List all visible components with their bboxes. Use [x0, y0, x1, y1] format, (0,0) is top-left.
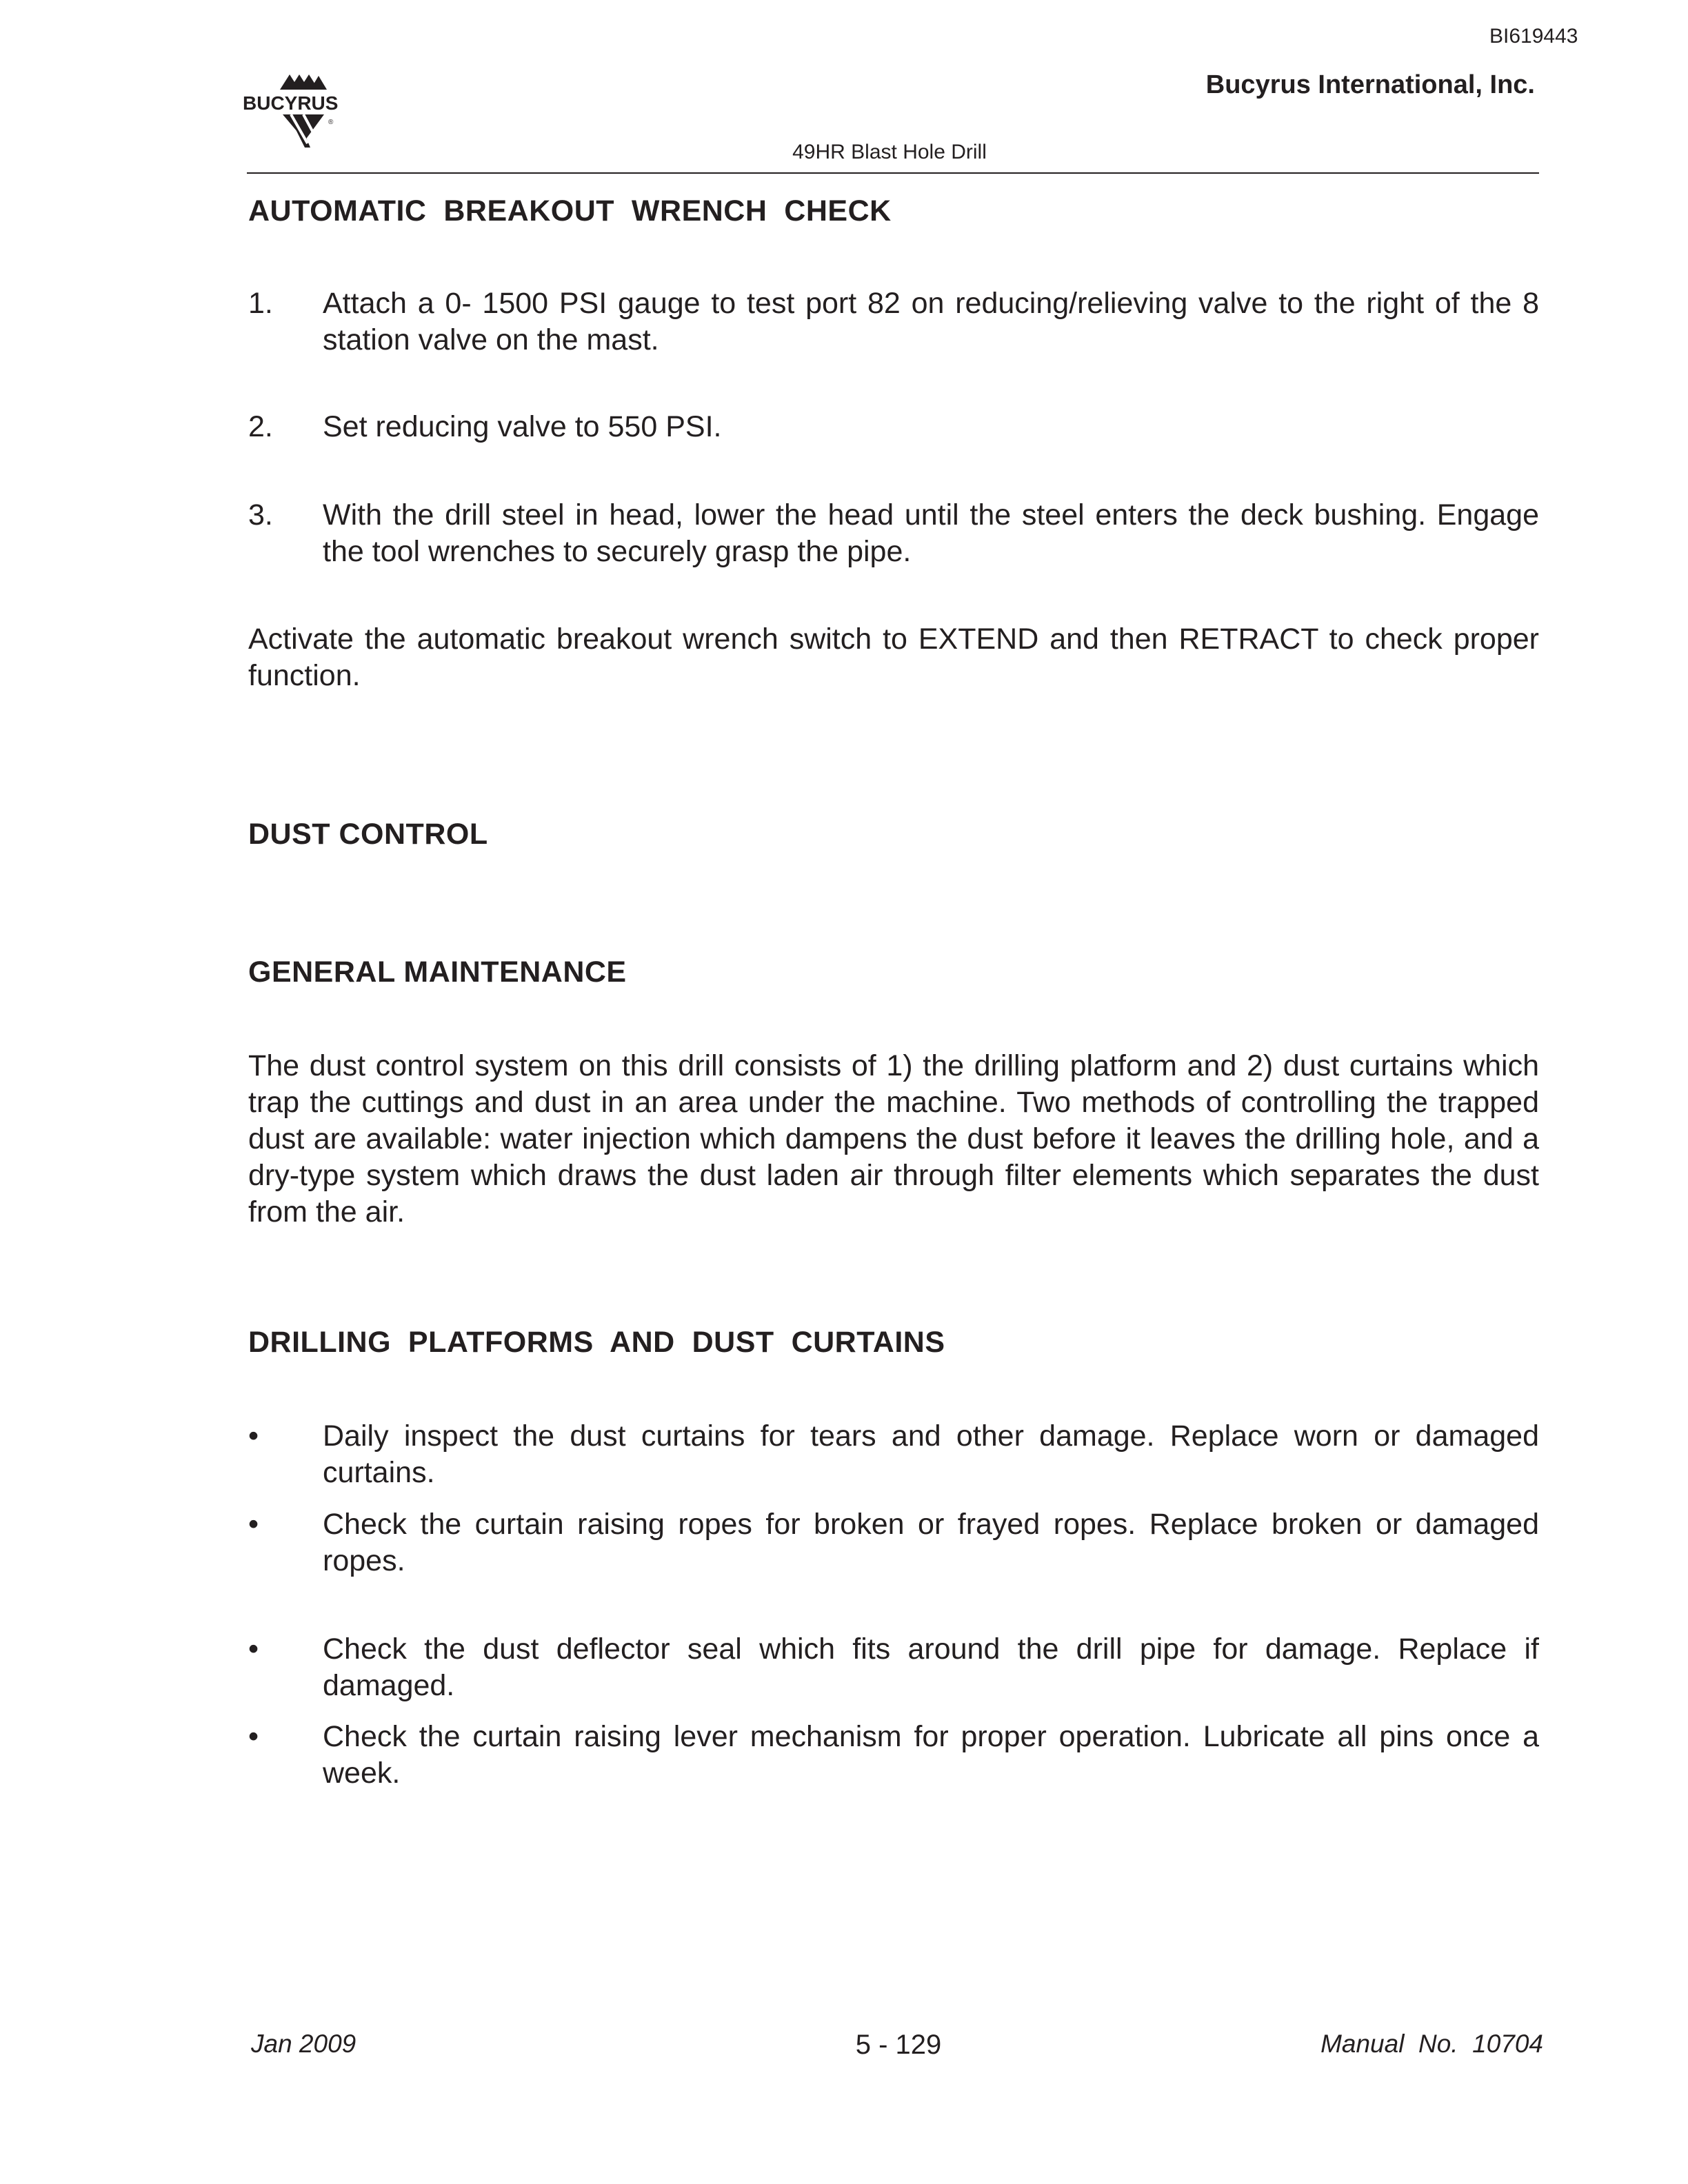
list-item — [248, 1631, 1539, 1704]
section-heading-breakout: AUTOMATIC BREAKOUT WRENCH CHECK — [248, 194, 892, 228]
bullet: • — [248, 1720, 259, 1753]
breakout-note: Activate the automatic breakout wrench switch to EXTEND and then RETRACT to check proper function. — [248, 623, 1539, 692]
footer-date: Jan 2009 — [251, 2030, 356, 2058]
step-number: 1. — [248, 287, 273, 320]
bullet-text: Check the curtain raising lever mechanism for proper operation. Lubricate all pins once a week. — [323, 1720, 1539, 1790]
bullet-text: Daily inspect the dust curtains for tears and other damage. Replace worn or damaged curtains. — [323, 1419, 1539, 1489]
bullet-text: Check the dust deflector seal which fits around the drill pipe for damage. Replace if damaged. — [323, 1632, 1539, 1702]
list-item — [248, 1506, 1539, 1579]
header-divider — [247, 172, 1539, 174]
section-heading-dust-control: DUST CONTROL — [248, 818, 488, 851]
list-item — [248, 285, 1539, 358]
step-text: Attach a 0- 1500 PSI gauge to test port 82 on reducing/relieving valve to the right of the 8 station valve on the mast. — [323, 287, 1539, 356]
bullet: • — [248, 1632, 259, 1666]
bucyrus-logo — [241, 72, 365, 152]
bullet: • — [248, 1419, 259, 1453]
footer-manual-number: Manual No. 10704 — [1320, 2030, 1543, 2058]
step-text: With the drill steel in head, lower the head until the steel enters the deck bushing. Engage the tool wrenches to securely grasp the pipe. — [323, 498, 1539, 568]
list-item — [248, 1719, 1539, 1792]
list-item — [248, 1418, 1539, 1491]
document-id: BI619443 — [1489, 25, 1578, 48]
svg-text:®: ® — [328, 119, 334, 126]
step-number: 2. — [248, 410, 273, 443]
section-heading-general-maintenance: GENERAL MAINTENANCE — [248, 956, 627, 989]
list-item — [248, 409, 1539, 445]
general-maintenance-body: The dust control system on this drill consists of 1) the drilling platform and 2) dust curtains which trap the cuttings and dust in an area under the machine. Two methods of controlling the trapped dust are available: water injection which dampens the dust before it leaves the drilling hole, and a dry-type system which draws the dust laden air through filter elements which separates the dust from the air. — [248, 1049, 1539, 1228]
list-item — [248, 497, 1539, 570]
bullet-text: Check the curtain raising ropes for broken or frayed ropes. Replace broken or damaged ropes. — [323, 1508, 1539, 1577]
section-heading-platforms: DRILLING PLATFORMS AND DUST CURTAINS — [248, 1326, 945, 1359]
footer-page-number: 5 - 129 — [855, 2030, 942, 2060]
step-number: 3. — [248, 498, 273, 532]
bullet: • — [248, 1508, 259, 1541]
document-subtitle: 49HR Blast Hole Drill — [792, 141, 987, 163]
svg-text:BUCYRUS: BUCYRUS — [243, 92, 339, 114]
step-text: Set reducing valve to 550 PSI. — [323, 410, 722, 443]
company-name: Bucyrus International, Inc. — [1205, 70, 1535, 99]
